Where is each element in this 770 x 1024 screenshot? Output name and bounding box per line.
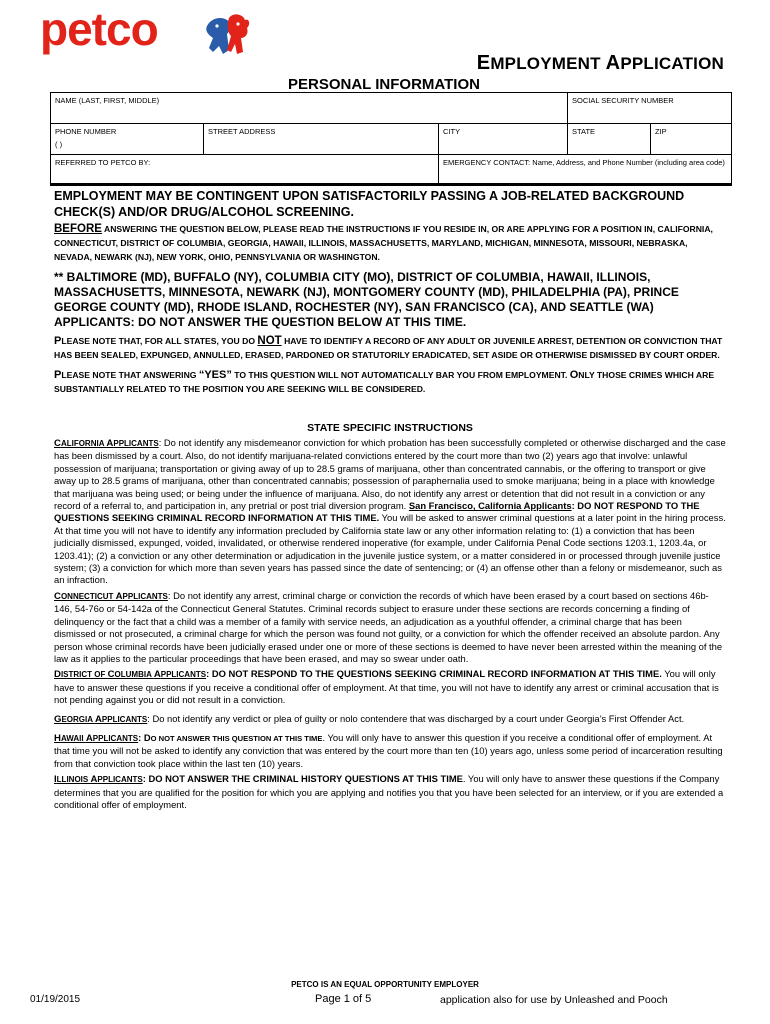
street-address-field[interactable]: STREET ADDRESS	[204, 124, 439, 155]
pets-mascot-icon	[205, 12, 250, 56]
background-check-heading: EMPLOYMENT MAY BE CONTINGENT UPON SATISFACTORILY PASSING A JOB-RELATED BACKGROUND CHECK(S) AND/OR DRUG/ALCOHOL SCREENING.	[54, 189, 685, 219]
personal-info-form	[50, 92, 732, 186]
dc-instructions: DISTRICT OF COLUMBIA APPLICANTS: DO NOT RESPOND TO THE QUESTIONS SEEKING CRIMINAL RECORD INFORMATION AT THIS TIME. You will only have to answer these questions if you receive a conditional offer of employment. At that time, you will not have to identify any arrest or criminal accusation that is not pending against you or did not result in a conviction.	[54, 668, 719, 706]
notice-content	[54, 188, 726, 814]
logo-wordmark: petco	[40, 3, 158, 55]
state-field[interactable]: STATE	[567, 124, 650, 155]
california-instructions: CALIFORNIA APPLICANTS: Do not identify any misdemeanor conviction for which probation has been successfully completed or otherwise discharged and the case has been dismissed by a court. Also, do not identify marijuana-related convictions entered by the court more than two (2) years ago that involve: unlawful possession of marijuana; transportation or giving away of up to 28.5 grams of marijuana, other than concentrated cannabis, or the offering to transport or give away up to 28.5 grams of marijuana, other than concentrated cannabis; possession of paraphernalia used to smoke marijuana; being in a place with knowledge that marijuana was being used; or being under the influence of marijuana. Also, do not identify any arrest or detention that did not result in a conviction or any record of a referral to, and participation in, any pretrial or post trial diversion program. San Francisco, California Applicants: DO NOT RESPOND TO THE QUESTIONS SEEKING CRIMINAL RECORD INFORMATION AT THIS TIME. You will be asked to answer criminal questions at a later point in the hiring process. At that time you will not have to identify any information precluded by California state law or any other information relating to: (1) a conviction that has been judicially dismissed, expunged, voided, invalidated, or otherwise rendered inoperative (for example, under California Penal Code sections 1203.1, 1203.4a, or 1203.41); (2) a conviction or any other determination or adjudication in the juvenile justice system, or a matter considered in or processed through juvenile justice system; (3) a conviction for which more than seven years has passed since the date of sentencing; or (4) an offense other than a felony or misdemeanor, such as an infraction.	[54, 437, 726, 586]
emergency-contact-field[interactable]: EMERGENCY CONTACT: Name, Address, and Phone Number (including area code)	[438, 155, 731, 186]
name-field[interactable]: NAME (LAST, FIRST, MIDDLE)	[51, 93, 568, 124]
connecticut-instructions: CONNECTICUT APPLICANTS: Do not identify any arrest, criminal charge or conviction the records of which have been erased by a court based on sections 46b-146, 54-76o or 54-142a of the Connecticut General Statutes. Criminal records subject to erasure under these sections are records concerning a finding of delinquency or the fact that a child was a member of a family with service needs, an adjudication as a youthful offender, a criminal charge that has been dismissed or not prosecuted, a criminal charge for which the person was found not guilty, or a conviction for which the offender received an absolute pardon. Any person whose criminal records have been judicially erased under one or more of these sections is deemed to have never been arrested within the meaning of the law as it applies to the particular proceedings that have been erased, and may so swear under oath.	[54, 589, 723, 664]
revision-date: 01/19/2015	[30, 994, 81, 1005]
state-specific-title: STATE SPECIFIC INSTRUCTIONS	[307, 422, 473, 434]
application-note: application also for use by Unleashed and Pooch	[440, 994, 668, 1006]
phone-field[interactable]: PHONE NUMBER ( )	[51, 124, 204, 155]
petco-logo	[40, 3, 240, 58]
yes-answer-note: PLEASE NOTE THAT ANSWERING “YES” TO THIS QUESTION WILL NOT AUTOMATICALLY BAR YOU FROM EMPLOYMENT. ONLY THOSE CRIMES WHICH ARE SUBSTANTIALLY RELATED TO THE POSITION YOU ARE SEEKING WILL BE CONSIDERED.	[54, 369, 715, 394]
georgia-instructions: GEORGIA APPLICANTS: Do not identify any verdict or plea of guilty or nolo contendere that was discharged by a court under Georgia’s First Offender Act.	[54, 712, 685, 725]
document-title: EMPLOYMENT APPLICATION	[476, 52, 724, 74]
hawaii-instructions: HAWAII APPLICANTS: DO NOT ANSWER THIS QUESTION AT THIS TIME. You will only have to answer this question if you receive a conditional offer of employment. At that time you will not be asked to identify any conviction that was entered by the court more than ten (10) years ago, unless some period of incarceration resulting from that conviction took place within the last ten (10) years.	[54, 731, 723, 769]
before-instructions: BEFORE ANSWERING THE QUESTION BELOW, PLEASE READ THE INSTRUCTIONS IF YOU RESIDE IN, OR ARE APPLYING FOR A POSITION IN, CALIFORNIA, CONNECTICUT, DISTRICT OF COLUMBIA, GEORGIA, HAWAII, ILLINOIS, MASSACHUSETTS, MARYLAND, MICHIGAN, MINNESOTA, MISSOURI, NEBRASKA, NEVADA, NEWARK (NJ), NEW YORK, OHIO, PENNSYLVANIA OR WASHINGTON.	[54, 223, 713, 262]
sealed-records-note: PLEASE NOTE THAT, FOR ALL STATES, YOU DO NOT HAVE TO IDENTIFY A RECORD OF ANY ADULT OR JUVENILE ARREST, DETENTION OR CONVICTION THAT HAS BEEN SEALED, EXPUNGED, ANNULLED, ERASED, PARDONED OR STATUTORILY ERADICATED, SET ASIDE OR OTHERWISE DISMISSED BY COURT ORDER.	[54, 335, 723, 360]
ssn-field[interactable]: SOCIAL SECURITY NUMBER	[567, 93, 731, 124]
zip-field[interactable]: ZIP	[650, 124, 731, 155]
illinois-instructions: ILLINOIS APPLICANTS: DO NOT ANSWER THE CRIMINAL HISTORY QUESTIONS AT THIS TIME. You will only have to answer these questions if the Company determines that you are qualified for the position for which you are applying and notifies you that you have been selected for an interview, or if you are extended a conditional offer of employment.	[54, 773, 724, 810]
city-field[interactable]: CITY	[438, 124, 567, 155]
page-number: Page 1 of 5	[315, 993, 372, 1005]
equal-opportunity-statement: PETCO IS AN EQUAL OPPORTUNITY EMPLOYER	[291, 980, 479, 989]
referred-by-field[interactable]: REFERRED TO PETCO BY:	[51, 155, 439, 186]
personal-information-title: PERSONAL INFORMATION	[288, 76, 480, 93]
cities-notice: ** BALTIMORE (MD), BUFFALO (NY), COLUMBIA CITY (MO), DISTRICT OF COLUMBIA, HAWAII, ILLINOIS, MASSACHUSETTS, MINNESOTA, NEWARK (NJ), MONTGOMERY COUNTY (MD), PHILADELPHIA (PA), PRINCE GEORGE COUNTY (MD), RHODE ISLAND, ROCHESTER (NY), SAN FRANCISCO (CA), AND SEATTLE (WA) APPLICANTS: DO NOT ANSWER THE QUESTION BELOW AT THIS TIME.	[54, 270, 679, 329]
section-divider	[50, 183, 732, 186]
